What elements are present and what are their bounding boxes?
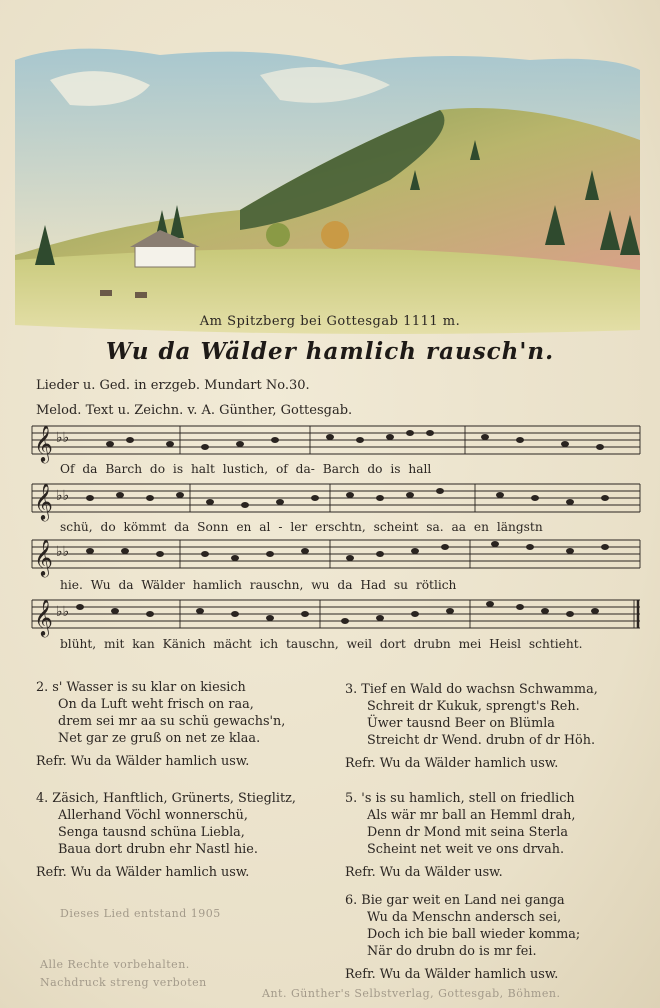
verse-4: 4. Zäsich, Hanftlich, Grünerts, Stieglitz, Allerhand Vöchl wonnerschü, Senga tausnd schüna Liebla, Baua dort drubn ehr Nastl hie. Refr. Wu da Wälder hamlich usw. bbox=[36, 791, 296, 880]
svg-text:♭♭: ♭♭ bbox=[56, 604, 70, 620]
verse-number: 2. bbox=[36, 680, 49, 695]
verse-2: 2. s' Wasser is su klar on kiesich On da Luft weht frisch on raa, drem sei mr aa su schü gewachs'n, Net gar ze gruß on net ze klaa. Refr. Wu da Wälder hamlich usw. bbox=[36, 680, 286, 769]
lyric-line-2: schü, do kömmt da Sonn en al - ler erschtn, scheint sa. aa en längstn bbox=[60, 520, 543, 534]
series-info: Lieder u. Ged. in erzgeb. Mundart No.30. bbox=[36, 378, 310, 393]
song-title: Wu da Wälder hamlich rausch'n. bbox=[105, 338, 555, 365]
refrain: Refr. Wu da Wälder hamlich usw. bbox=[345, 967, 559, 982]
refrain: Refr. Wu da Wälder hamlich usw. bbox=[36, 754, 250, 769]
music-staff-2 bbox=[30, 476, 645, 526]
refrain: Refr. Wu da Wälder usw. bbox=[345, 865, 503, 880]
verse-number: 6. bbox=[345, 893, 358, 908]
illustration-caption: Am Spitzberg bei Gottesgab 1111 m. bbox=[199, 314, 461, 329]
landscape-illustration bbox=[10, 40, 645, 340]
music-staff-4 bbox=[30, 592, 645, 642]
verse-3: 3. Tief en Wald do wachsn Schwamma, Schreit dr Kukuk, sprengt's Reh. Üwer tausnd Beer on Blümla Streicht dr Wend. drubn of dr Höh. Refr. Wu da Wälder hamlich usw. bbox=[345, 682, 598, 771]
rights-notice: Alle Rechte vorbehalten. bbox=[40, 958, 190, 971]
reprint-notice: Nachdruck streng verboten bbox=[40, 976, 207, 989]
author-info: Melod. Text u. Zeichn. v. A. Günther, Gottesgab. bbox=[36, 403, 353, 418]
svg-text:♭♭: ♭♭ bbox=[56, 430, 70, 446]
origin-note: Dieses Lied entstand 1905 bbox=[60, 907, 221, 920]
verse-number: 4. bbox=[36, 791, 49, 806]
verse-5: 5. 's is su hamlich, stell on friedlich Als wär mr ball an Hemml drah, Denn dr Mond mit seina Sterla Scheint net weit ve ons drvah. Refr. Wu da Wälder usw. bbox=[345, 791, 576, 880]
verse-number: 3. bbox=[345, 682, 358, 697]
verse-6: 6. Bie gar weit en Land nei ganga Wu da Menschn andersch sei, Doch ich bie ball wieder komma; När do drubn do is mr fei. Refr. Wu da Wälder hamlich usw. bbox=[345, 893, 581, 982]
lyric-line-1: Of da Barch do is halt lustich, of da- Barch do is hall bbox=[60, 462, 432, 476]
svg-text:♭♭: ♭♭ bbox=[56, 544, 70, 560]
lyric-line-4: blüht, mit kan Känich mächt ich tauschn, weil dort drubn mei Heisl schtieht. bbox=[60, 637, 583, 651]
treble-clef-icon: 𝄞 bbox=[34, 482, 53, 520]
lyric-line-3: hie. Wu da Wälder hamlich rauschn, wu da Had su rötlich bbox=[60, 578, 457, 592]
refrain: Refr. Wu da Wälder hamlich usw. bbox=[345, 756, 559, 771]
svg-text:♭♭: ♭♭ bbox=[56, 488, 70, 504]
treble-clef-icon: 𝄞 bbox=[34, 538, 53, 576]
treble-clef-icon: 𝄞 bbox=[34, 598, 53, 636]
music-staff-3 bbox=[30, 532, 645, 582]
music-staff-1 bbox=[30, 418, 645, 468]
treble-clef-icon: 𝄞 bbox=[34, 424, 53, 462]
verse-number: 5. bbox=[345, 791, 358, 806]
publisher-imprint: Ant. Günther's Selbstverlag, Gottesgab, Böhmen. bbox=[262, 987, 561, 1000]
refrain: Refr. Wu da Wälder hamlich usw. bbox=[36, 865, 250, 880]
